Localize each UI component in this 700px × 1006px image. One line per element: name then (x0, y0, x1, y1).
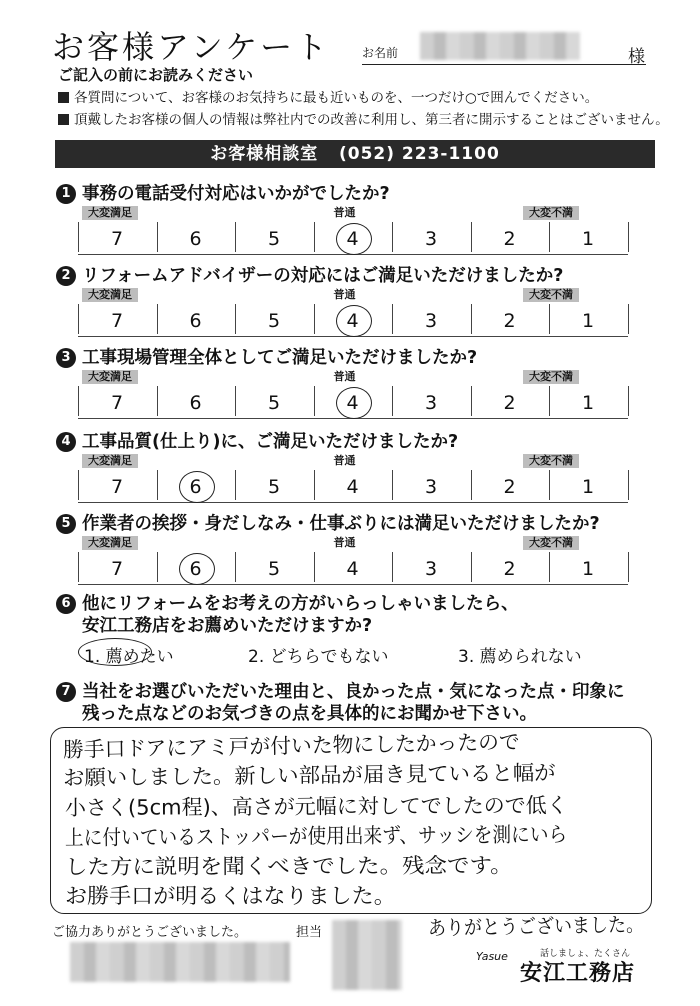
rating-scale (78, 370, 628, 422)
selected-answer-circle (336, 223, 372, 255)
scale-option-1[interactable]: 1 (581, 476, 595, 498)
scale-option-4[interactable]: 4 (346, 558, 359, 580)
scale-option-6[interactable]: 6 (157, 552, 235, 586)
scale-option-2[interactable]: 2 (503, 476, 516, 498)
question-2: 2 リフォームアドバイザーの対応にはご満足いただけましたか? (56, 262, 563, 287)
scale-low-label: 大変不満 (523, 370, 579, 384)
scale-option-4[interactable]: 4 (314, 222, 392, 256)
question-number-badge: 6 (56, 594, 76, 614)
scale-mid-label: 普通 (333, 206, 356, 219)
square-bullet-icon (58, 114, 69, 125)
question-3: 3 工事現場管理全体としてご満足いただけましたか? (56, 344, 477, 369)
company-name: 安江工務店 (520, 961, 636, 986)
question-number-badge: 1 (56, 184, 76, 204)
q6-options (72, 638, 652, 668)
handwritten-line: した方に説明を聞くべきでした。残念です。 (64, 853, 513, 879)
scale-option-7[interactable]: 7 (110, 476, 124, 498)
q6-option-3[interactable]: 3. 薦められない (458, 647, 582, 667)
rating-scale (78, 536, 628, 588)
question-6: 6 他にリフォームをお考えの方がいらっしゃいましたら、 (56, 590, 519, 615)
handwritten-line: お勝手口が明るくはなりました。 (65, 884, 396, 908)
scale-high-label: 大変満足 (82, 288, 138, 302)
scale-divider (628, 386, 629, 416)
handwritten-line: お願いしました。新しい部品が届き見ていると幅が (62, 760, 556, 790)
question-1: 1 事務の電話受付対応はいかがでしたか? (56, 180, 390, 205)
handwritten-line: 勝手口ドアにアミ戸が付いた物にしたかったので (62, 730, 520, 762)
scale-option-1[interactable]: 1 (581, 228, 595, 250)
rating-scale (78, 288, 628, 340)
scale-option-5[interactable]: 5 (267, 228, 281, 250)
footer-redacted (70, 942, 290, 982)
question-number-badge: 7 (56, 682, 76, 702)
scale-option-2[interactable]: 2 (503, 310, 516, 332)
scale-option-3[interactable]: 3 (424, 228, 438, 250)
scale-low-label: 大変不満 (523, 536, 579, 550)
scale-option-1[interactable]: 1 (581, 310, 595, 332)
q6-option-1[interactable]: 1. 薦めたい (84, 647, 174, 667)
pre-read-heading: ご記入の前にお読みください (58, 66, 254, 84)
name-label: お名前 (362, 46, 399, 60)
hotline-bar (55, 140, 655, 168)
scale-low-label: 大変不満 (523, 454, 579, 468)
selected-answer-circle (336, 305, 372, 337)
scale-option-3[interactable]: 3 (424, 558, 438, 580)
question-number-badge: 4 (56, 432, 76, 452)
scale-mid-label: 普通 (333, 454, 356, 467)
scale-option-2[interactable]: 2 (503, 392, 516, 414)
scale-option-6[interactable]: 6 (157, 470, 235, 504)
rating-scale (78, 206, 628, 258)
scale-option-6[interactable]: 6 (189, 392, 202, 414)
hotline-label: お客様相談室 (210, 144, 319, 164)
rating-scale (78, 454, 628, 506)
note-2: 頂戴したお客様の個人の情報は弊社内での改善に利用し、第三者に開示することはございません。 (58, 108, 669, 128)
scale-option-4[interactable]: 4 (314, 304, 392, 338)
scale-option-6[interactable]: 6 (189, 228, 202, 250)
name-suffix: 様 (628, 47, 645, 67)
q6-option-2[interactable]: 2. どちらでもない (248, 647, 389, 667)
handwritten-line: 小さく(5cm程)、高さが元幅に対してでしたので低く (64, 793, 568, 820)
question-5: 5 作業者の挨拶・身だしなみ・仕事ぶりには満足いただけましたか? (56, 510, 600, 535)
scale-high-label: 大変満足 (82, 370, 138, 384)
company-logo: Yasue (476, 950, 508, 963)
square-bullet-icon (58, 92, 69, 103)
comment-box[interactable] (50, 727, 652, 914)
form-title: お客様アンケート (52, 28, 331, 66)
scale-option-2[interactable]: 2 (503, 228, 516, 250)
note-1: 各質問について、お客様のお気持ちに最も近いものを、一つだけ○で囲んでください。 (58, 86, 598, 106)
scale-divider (628, 222, 629, 252)
scale-row (78, 552, 628, 586)
scale-option-5[interactable]: 5 (267, 392, 281, 414)
name-field-line[interactable] (362, 64, 646, 65)
question-number-badge: 3 (56, 348, 76, 368)
selected-answer-circle (179, 553, 215, 585)
question-7: 7 当社をお選びいただいた理由と、良かった点・気になった点・印象に (56, 678, 625, 703)
scale-low-label: 大変不満 (523, 206, 579, 220)
scale-option-4[interactable]: 4 (314, 386, 392, 420)
scale-divider (628, 304, 629, 334)
company-slogan: 話しましょ、たくさん (540, 949, 631, 959)
scale-high-label: 大変満足 (82, 454, 138, 468)
scale-row (78, 386, 628, 420)
scale-option-3[interactable]: 3 (424, 310, 438, 332)
scale-mid-label: 普通 (333, 288, 356, 301)
question-number-badge: 5 (56, 514, 76, 534)
question-number-badge: 2 (56, 266, 76, 286)
scale-option-7[interactable]: 7 (110, 310, 124, 332)
scale-option-6[interactable]: 6 (189, 310, 202, 332)
scale-option-7[interactable]: 7 (110, 228, 124, 250)
scale-option-5[interactable]: 5 (267, 310, 281, 332)
staff-label: 担当 (296, 925, 323, 940)
name-redacted (420, 32, 580, 60)
handwritten-line: 上に付いているストッパーが使用出来ず、サッシを測にいら (64, 822, 568, 850)
footer-thanks: ご協力ありがとうございました。 (52, 925, 248, 940)
scale-row (78, 470, 628, 504)
scale-option-7[interactable]: 7 (110, 558, 124, 580)
scale-option-7[interactable]: 7 (110, 392, 124, 414)
scale-option-5[interactable]: 5 (267, 476, 281, 498)
selected-answer-circle (336, 387, 372, 419)
scale-high-label: 大変満足 (82, 206, 138, 220)
selected-answer-circle (179, 471, 215, 503)
scale-option-4[interactable]: 4 (346, 476, 359, 498)
scale-divider (628, 552, 629, 582)
hotline-phone: (052) 223-1100 (338, 144, 500, 164)
question-7-line2: 残った点などのお気づきの点を具体的にお聞かせ下さい。 (82, 704, 537, 724)
scale-low-label: 大変不満 (523, 288, 579, 302)
scale-mid-label: 普通 (333, 370, 356, 383)
scale-option-1[interactable]: 1 (581, 558, 595, 580)
scale-row (78, 304, 628, 338)
scale-row (78, 222, 628, 256)
question-6-line2: 安江工務店をお薦めいただけますか? (82, 616, 373, 636)
scale-option-5[interactable]: 5 (267, 558, 281, 580)
scale-option-2[interactable]: 2 (503, 558, 516, 580)
staff-redacted (332, 920, 402, 990)
scale-option-3[interactable]: 3 (424, 392, 438, 414)
scale-option-1[interactable]: 1 (581, 392, 595, 414)
scale-option-3[interactable]: 3 (424, 476, 438, 498)
question-4: 4 工事品質(仕上り)に、ご満足いただけましたか? (56, 428, 458, 453)
scale-divider (628, 470, 629, 500)
scale-high-label: 大変満足 (82, 536, 138, 550)
scale-mid-label: 普通 (333, 536, 356, 549)
handwritten-thanks: ありがとうございました。 (427, 912, 645, 940)
